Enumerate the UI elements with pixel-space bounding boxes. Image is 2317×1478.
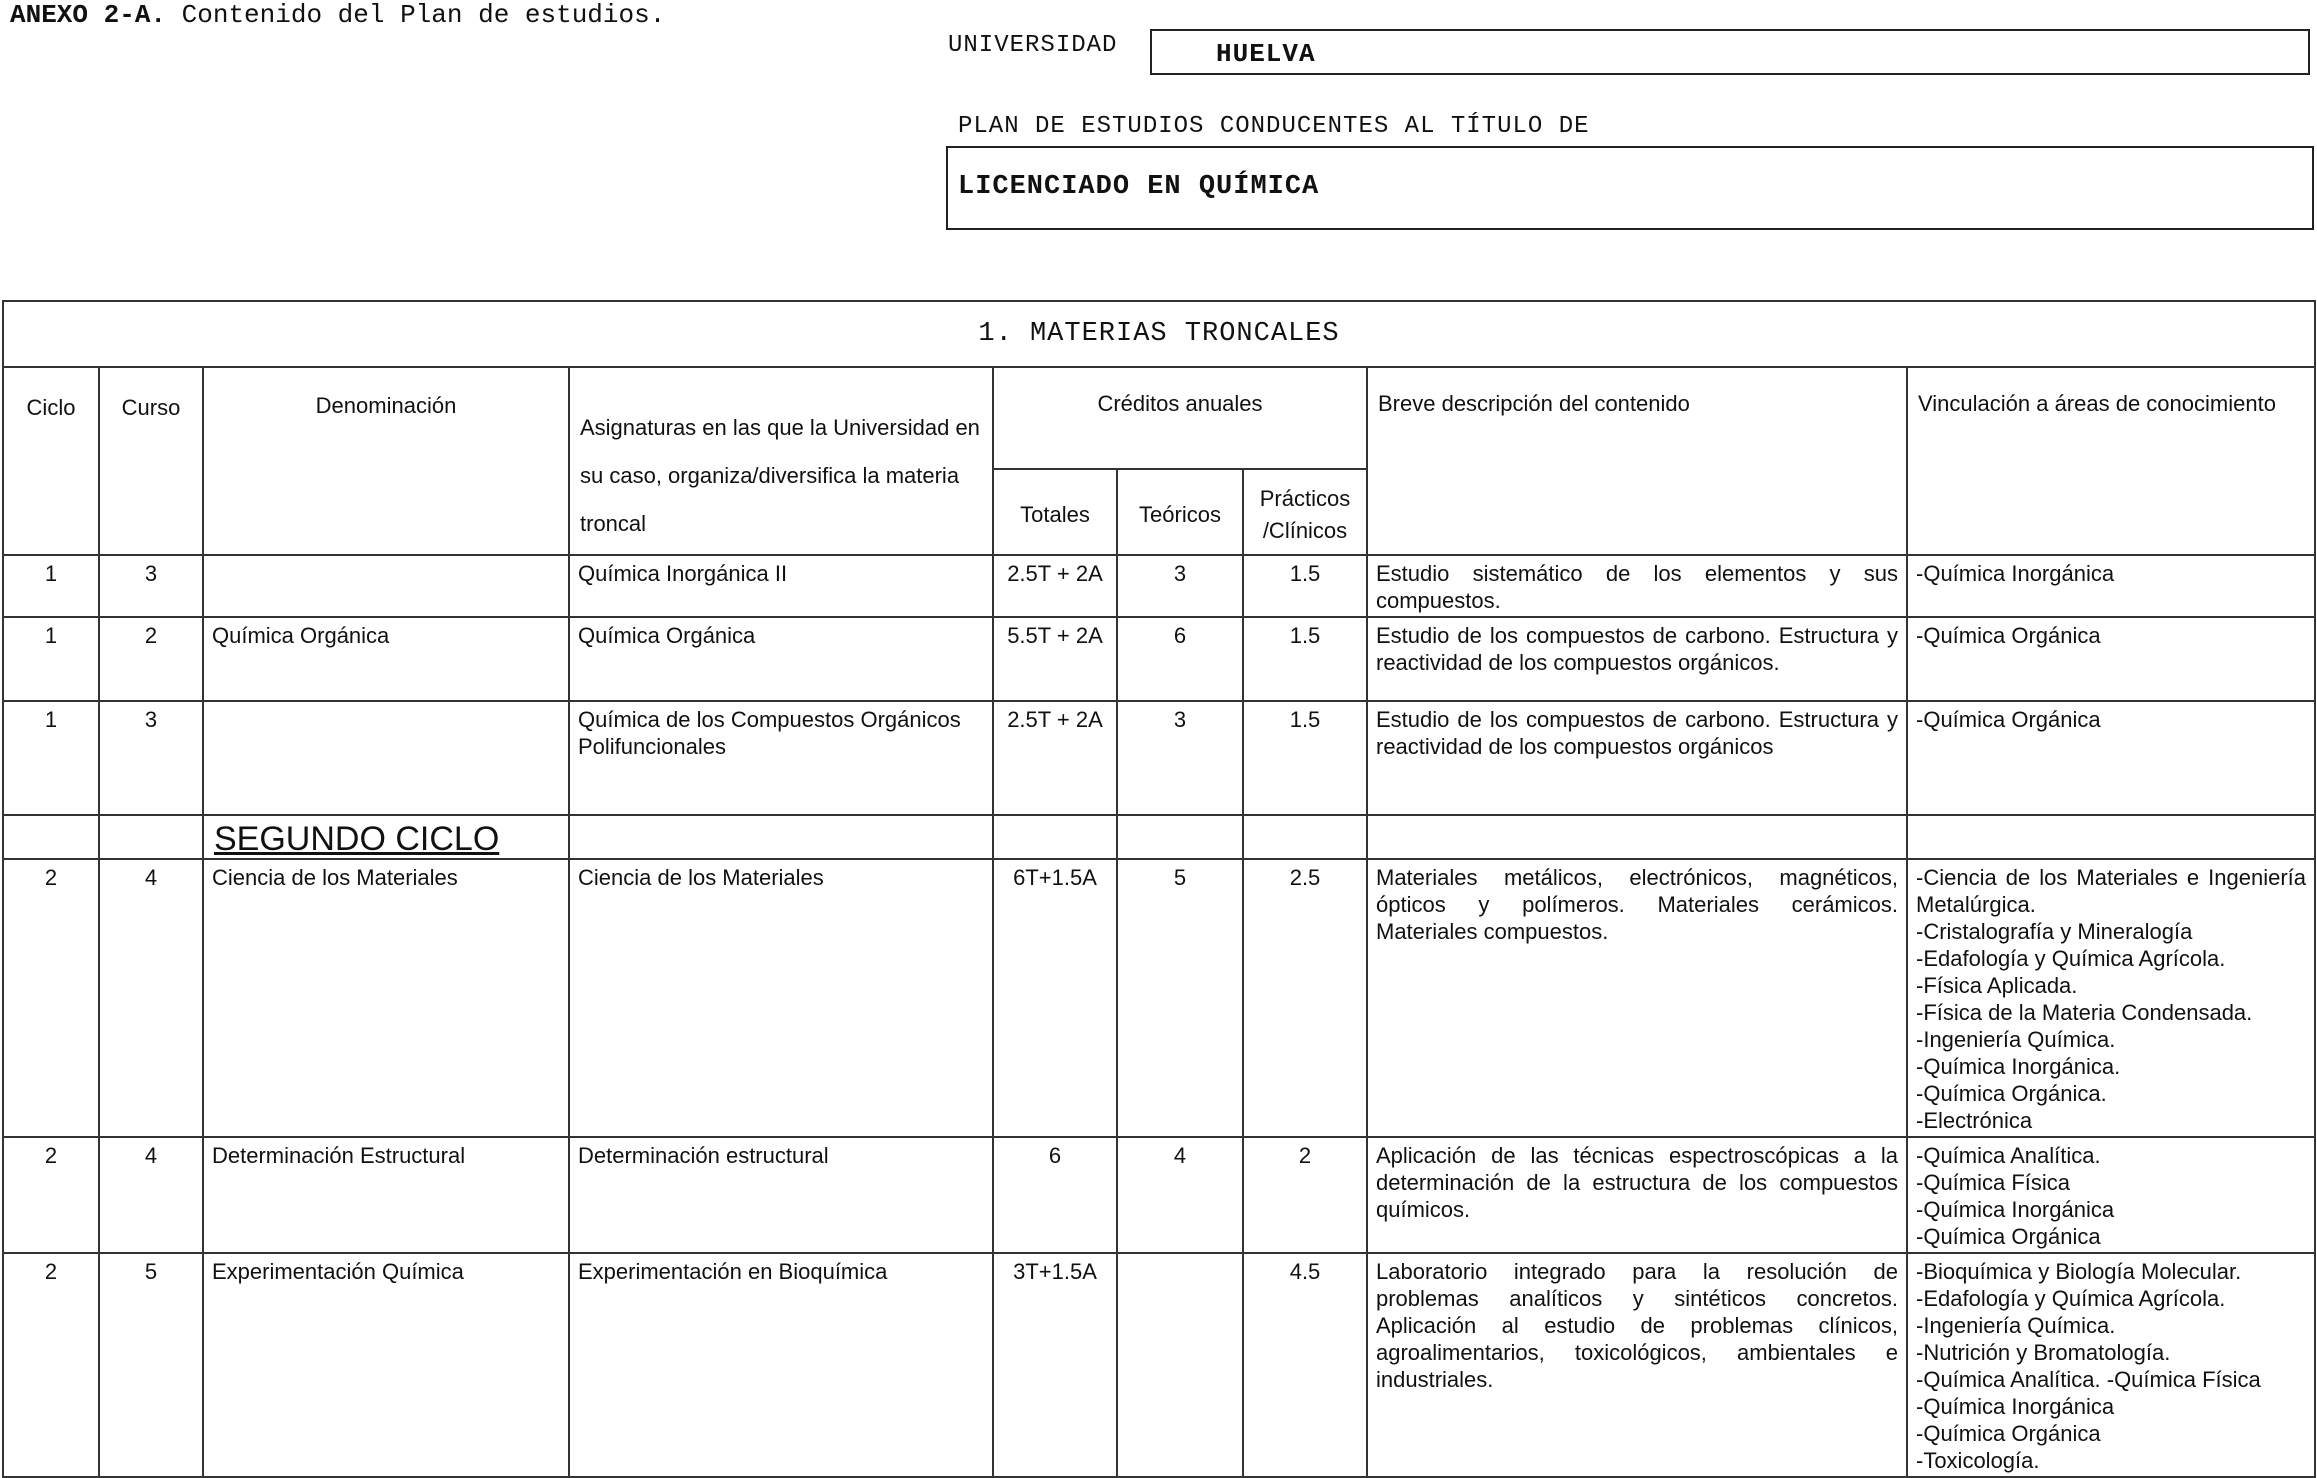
annex-heading	[10, 0, 665, 30]
cell-denominacion: Determinación Estructural	[203, 1137, 569, 1253]
cell-areas	[1907, 1253, 2315, 1477]
cell-teoricos: 3	[1117, 701, 1243, 815]
area-item: -Electrónica	[1916, 1108, 2033, 1133]
area-item: -Química Inorgánica	[1916, 1394, 2115, 1419]
cell-ciclo: 1	[3, 617, 99, 701]
cell-curso: 3	[99, 555, 203, 617]
cell-descripcion: Materiales metálicos, electrónicos, magnéticos, ópticos y polímeros. Materiales cerámicos. Materiales compuestos.	[1367, 859, 1907, 1137]
annex-text: Contenido del Plan de estudios.	[181, 0, 666, 30]
table-row	[3, 617, 2315, 701]
col-header-teoricos: Teóricos	[1117, 469, 1243, 555]
col-header-descripcion: Breve descripción del contenido	[1367, 367, 1907, 555]
area-item: -Química Analítica. -Química Física	[1916, 1367, 2261, 1392]
area-item: -Ingeniería Química.	[1916, 1313, 2116, 1338]
table-row	[3, 555, 2315, 617]
cell-totales: 5.5T + 2A	[993, 617, 1117, 701]
area-item: -Química Orgánica	[1916, 623, 2101, 648]
cell-teoricos	[1117, 1253, 1243, 1477]
area-item: -Bioquímica y Biología Molecular.	[1916, 1259, 2242, 1284]
cell-curso: 3	[99, 701, 203, 815]
degree-box	[946, 146, 2314, 230]
cell-descripcion: Estudio de los compuestos de carbono. Estructura y reactividad de los compuestos orgánicos.	[1367, 617, 1907, 701]
col-header-vinculacion: Vinculación a áreas de conocimiento	[1907, 367, 2315, 555]
area-item: -Nutrición y Bromatología.	[1916, 1340, 2171, 1365]
cell-ciclo: 2	[3, 1137, 99, 1253]
cell-totales: 2.5T + 2A	[993, 701, 1117, 815]
cell-asignatura: Química de los Compuestos Orgánicos Polifuncionales	[569, 701, 993, 815]
cell-asignatura: Química Orgánica	[569, 617, 993, 701]
cell-curso: 5	[99, 1253, 203, 1477]
cell-areas	[1907, 617, 2315, 701]
cell-practicos: 4.5	[1243, 1253, 1367, 1477]
university-label: UNIVERSIDAD	[948, 32, 1118, 59]
cell-ciclo: 1	[3, 555, 99, 617]
cell-teoricos: 5	[1117, 859, 1243, 1137]
cell-practicos: 2.5	[1243, 859, 1367, 1137]
area-item: -Química Inorgánica	[1916, 1197, 2115, 1222]
cell-practicos: 1.5	[1243, 555, 1367, 617]
area-item: -Física Aplicada.	[1916, 973, 2078, 998]
area-item: -Química Inorgánica	[1916, 561, 2115, 586]
col-header-ciclo: Ciclo	[3, 367, 99, 555]
table-row	[3, 859, 2315, 1137]
area-item: -Cristalografía y Mineralogía	[1916, 919, 2193, 944]
cell-descripcion: Laboratorio integrado para la resolución de problemas analíticos y sintéticos concretos. Aplicación al estudio de problemas clínicos, agroalimentarios, toxicológicos, ambientales e industriales.	[1367, 1253, 1907, 1477]
segundo-ciclo-row	[3, 815, 2315, 859]
cell-denominacion: Química Orgánica	[203, 617, 569, 701]
cell-practicos: 2	[1243, 1137, 1367, 1253]
cell-descripcion: Aplicación de las técnicas espectroscópicas a la determinación de la estructura de los compuestos químicos.	[1367, 1137, 1907, 1253]
cell-curso: 4	[99, 859, 203, 1137]
cell-denominacion: Ciencia de los Materiales	[203, 859, 569, 1137]
cell-ciclo: 1	[3, 701, 99, 815]
section-title: 1. MATERIAS TRONCALES	[3, 301, 2315, 367]
university-value: HUELVA	[1216, 39, 1316, 69]
cell-descripcion: Estudio de los compuestos de carbono. Estructura y reactividad de los compuestos orgánicos	[1367, 701, 1907, 815]
cell-curso: 4	[99, 1137, 203, 1253]
cell-asignatura: Determinación estructural	[569, 1137, 993, 1253]
cell-teoricos: 4	[1117, 1137, 1243, 1253]
cell-areas	[1907, 555, 2315, 617]
cell-ciclo: 2	[3, 859, 99, 1137]
cell-totales: 3T+1.5A	[993, 1253, 1117, 1477]
cell-teoricos: 6	[1117, 617, 1243, 701]
materias-troncales-table	[2, 300, 2316, 1478]
cell-denominacion: Experimentación Química	[203, 1253, 569, 1477]
area-item: -Edafología y Química Agrícola.	[1916, 1286, 2226, 1311]
plan-label: PLAN DE ESTUDIOS CONDUCENTES AL TÍTULO DE	[958, 113, 1590, 140]
cell-asignatura: Química Inorgánica II	[569, 555, 993, 617]
col-header-creditos: Créditos anuales	[993, 367, 1367, 469]
cell-curso: 2	[99, 617, 203, 701]
area-item: -Química Inorgánica.	[1916, 1054, 2121, 1079]
col-header-practicos: Prácticos /Clínicos	[1243, 469, 1367, 555]
area-item: -Química Analítica.	[1916, 1143, 2101, 1168]
table-row	[3, 701, 2315, 815]
cell-asignatura: Ciencia de los Materiales	[569, 859, 993, 1137]
cell-denominacion	[203, 701, 569, 815]
cell-totales: 6T+1.5A	[993, 859, 1117, 1137]
cell-ciclo: 2	[3, 1253, 99, 1477]
table-row	[3, 1137, 2315, 1253]
col-header-totales: Totales	[993, 469, 1117, 555]
area-item: -Toxicología.	[1916, 1448, 2040, 1473]
cell-totales: 2.5T + 2A	[993, 555, 1117, 617]
area-item: -Física de la Materia Condensada.	[1916, 1000, 2253, 1025]
area-item: -Química Física	[1916, 1170, 2071, 1195]
area-item: -Química Orgánica	[1916, 1224, 2101, 1249]
cell-areas	[1907, 1137, 2315, 1253]
cell-totales: 6	[993, 1137, 1117, 1253]
cell-areas	[1907, 859, 2315, 1137]
cell-teoricos: 3	[1117, 555, 1243, 617]
annex-label: ANEXO 2-A.	[10, 0, 167, 30]
col-header-denominacion: Denominación	[203, 367, 569, 555]
area-item: -Química Orgánica.	[1916, 1081, 2107, 1106]
cell-asignatura: Experimentación en Bioquímica	[569, 1253, 993, 1477]
cell-denominacion	[203, 555, 569, 617]
cell-areas	[1907, 701, 2315, 815]
cell-descripcion: Estudio sistemático de los elementos y sus compuestos.	[1367, 555, 1907, 617]
col-header-asignaturas: Asignaturas en las que la Universidad en su caso, organiza/diversifica la materia troncal	[569, 367, 993, 555]
cell-practicos: 1.5	[1243, 617, 1367, 701]
university-box	[1150, 29, 2310, 75]
col-header-curso: Curso	[99, 367, 203, 555]
segundo-ciclo-heading: SEGUNDO CICLO	[203, 815, 569, 859]
area-item: -Química Orgánica	[1916, 707, 2101, 732]
degree-title: LICENCIADO EN QUÍMICA	[958, 172, 1320, 202]
cell-practicos: 1.5	[1243, 701, 1367, 815]
area-item: -Ingeniería Química.	[1916, 1027, 2116, 1052]
area-item: -Edafología y Química Agrícola.	[1916, 946, 2226, 971]
table-row	[3, 1253, 2315, 1477]
area-item: -Ciencia de los Materiales e Ingeniería Metalúrgica.	[1916, 865, 2307, 917]
area-item: -Química Orgánica	[1916, 1421, 2101, 1446]
